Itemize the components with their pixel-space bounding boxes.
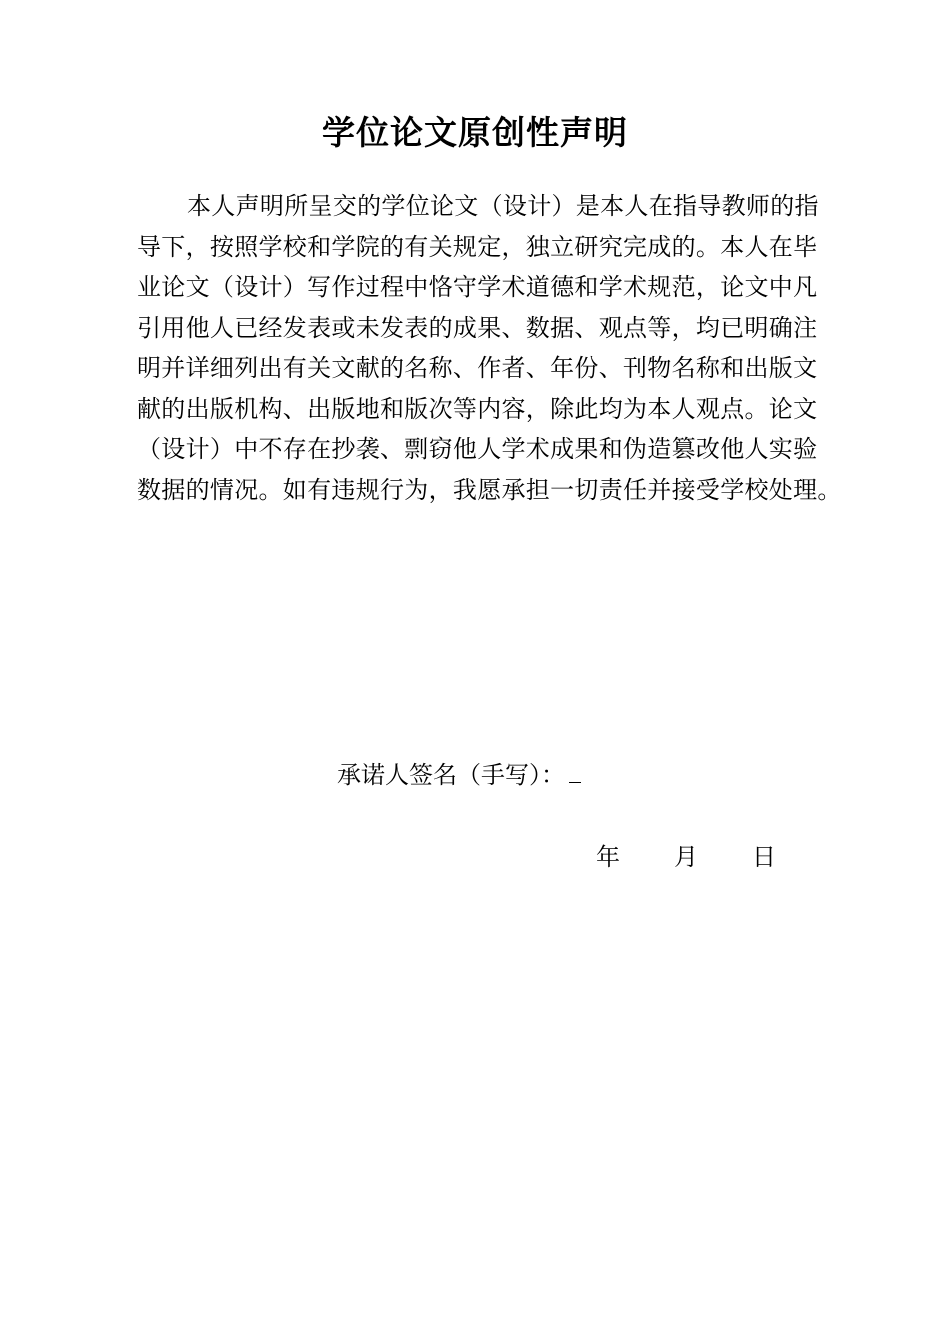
date-day-label: 日 [752,843,776,871]
declaration-body [137,186,862,510]
body-line: 导下，按照学校和学院的有关规定，独立研究完成的。本人在毕 [137,232,818,261]
body-line: 引用他人已经发表或未发表的成果、数据、观点等，均已明确注 [137,313,818,342]
body-line: 数据的情况。如有违规行为，我愿承担一切责任并接受学校处理。 [137,475,842,504]
body-line: 本人声明所呈交的学位论文（设计）是本人在指导教师的指 [187,192,819,220]
body-line: （设计）中不存在抄袭、剽窃他人学术成果和伪造篡改他人实验 [137,435,818,463]
signature-line [337,758,581,792]
signature-field[interactable] [569,762,581,783]
page-title: 学位论文原创性声明 [322,113,628,152]
date-month-label: 月 [674,843,698,871]
date-year-label: 年 [596,843,620,871]
date-line [596,840,830,874]
body-line: 明并详细列出有关文献的名称、作者、年份、刊物名称和出版文 [137,354,818,382]
body-line: 献的出版机构、出版地和版次等内容，除此均为本人观点。论文 [137,394,818,423]
signature-label: 承诺人签名（手写）： [337,761,565,789]
body-line: 业论文（设计）写作过程中恪守学术道德和学术规范，论文中凡 [137,273,818,301]
